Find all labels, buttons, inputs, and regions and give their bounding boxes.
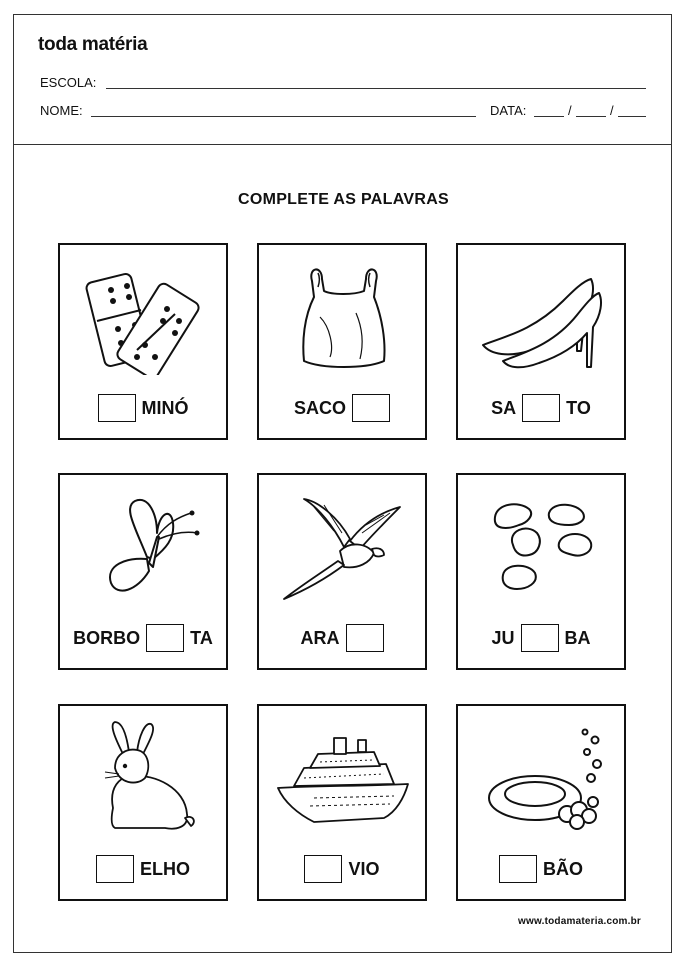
missing-syllable-box[interactable]	[346, 624, 384, 652]
date-year-line[interactable]	[618, 116, 646, 117]
word-row	[60, 854, 226, 884]
word-row	[458, 393, 624, 423]
date-separator-1: /	[568, 103, 572, 118]
date-month-line[interactable]	[576, 116, 606, 117]
word-prefix: JU	[491, 627, 515, 648]
word-card-arara	[257, 473, 427, 670]
school-label: ESCOLA:	[40, 75, 97, 90]
word-card-sabao	[456, 704, 626, 901]
name-label: NOME:	[40, 103, 83, 118]
word-row	[259, 393, 425, 423]
missing-syllable-box[interactable]	[521, 624, 559, 652]
toda-materia-logo: toda matéria	[38, 34, 148, 55]
missing-syllable-box[interactable]	[96, 855, 134, 883]
worksheet-sheet	[13, 14, 672, 953]
date-day-line[interactable]	[534, 116, 564, 117]
word-suffix: VIO	[348, 858, 380, 879]
word-card-jujuba	[456, 473, 626, 670]
missing-syllable-box[interactable]	[146, 624, 184, 652]
school-input-line[interactable]	[106, 88, 646, 89]
word-card-domino	[58, 243, 228, 440]
word-row	[60, 623, 226, 653]
footer-url: www.todamateria.com.br	[518, 916, 641, 927]
dominoes-icon	[75, 257, 215, 375]
missing-syllable-box[interactable]	[522, 394, 560, 422]
ship-icon	[274, 718, 414, 836]
word-card-sapato	[456, 243, 626, 440]
word-row	[458, 623, 624, 653]
word-row	[259, 854, 425, 884]
word-card-sacola	[257, 243, 427, 440]
missing-syllable-box[interactable]	[98, 394, 136, 422]
word-suffix: BA	[564, 627, 591, 648]
word-suffix: BÃO	[543, 858, 583, 879]
word-row	[458, 854, 624, 884]
word-suffix: TO	[566, 397, 591, 418]
plastic-bag-icon	[274, 257, 414, 375]
macaw-icon	[274, 487, 414, 605]
word-suffix: TA	[190, 627, 213, 648]
word-card-borboleta	[58, 473, 228, 670]
name-date-field-row	[40, 103, 646, 118]
word-prefix: ARA	[300, 627, 340, 648]
word-prefix: SA	[491, 397, 517, 418]
date-separator-2: /	[610, 103, 614, 118]
name-input-line[interactable]	[91, 116, 476, 117]
word-card-navio	[257, 704, 427, 901]
word-prefix: BORBO	[73, 627, 141, 648]
word-prefix: SACO	[293, 397, 346, 418]
soap-icon	[473, 718, 613, 836]
word-row	[259, 623, 425, 653]
word-card-coelho	[58, 704, 228, 901]
page-title: COMPLETE AS PALAVRAS	[237, 191, 450, 208]
butterfly-icon	[75, 487, 215, 605]
missing-syllable-box[interactable]	[304, 855, 342, 883]
school-field-row	[40, 75, 646, 90]
word-suffix: MINÓ	[141, 397, 189, 418]
rabbit-icon	[75, 718, 215, 836]
high-heels-icon	[473, 257, 613, 375]
word-row	[60, 393, 226, 423]
date-label: DATA:	[490, 103, 527, 118]
missing-syllable-box[interactable]	[499, 855, 537, 883]
header-divider	[14, 144, 671, 145]
beans-icon	[473, 487, 613, 605]
missing-syllable-box[interactable]	[352, 394, 390, 422]
word-suffix: ELHO	[139, 858, 190, 879]
